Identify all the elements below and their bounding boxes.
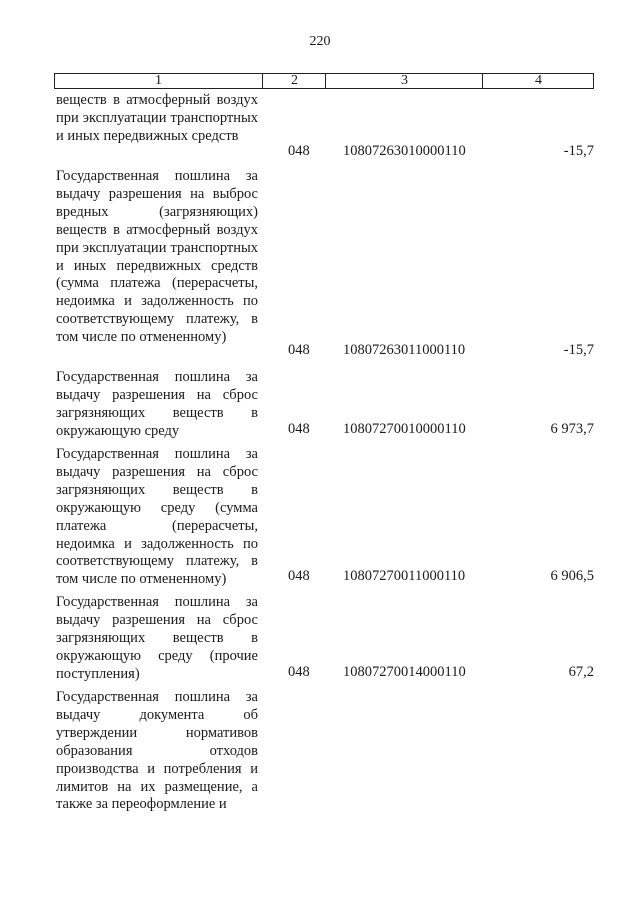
page-number: 220 (309, 34, 331, 49)
row-code: 048 (288, 143, 310, 159)
row-description: Государственная пошлина за выдачу разрешения на выброс вредных (загрязняющих) веществ в атмосферный воздух при эксплуатации транспортных и иных передвижных средств (сумма платежа (перерасчеты, недоимка и задолженность по соответствующему платежу, в том числе по отмененному) (56, 168, 258, 346)
row-amount: 6 973,7 (550, 421, 594, 437)
row-code: 048 (288, 568, 310, 584)
row-kbk: 10807263010000110 (343, 143, 466, 159)
row-kbk: 10807263011000110 (343, 342, 466, 358)
row-code: 048 (288, 421, 310, 437)
table-header (54, 73, 594, 89)
row-code: 048 (288, 342, 310, 358)
row-description: Государственная пошлина за выдачу разрешения на сброс загрязняющих веществ в окружающую среду (56, 369, 258, 439)
row-code: 048 (288, 664, 310, 680)
row-description: Государственная пошлина за выдачу разрешения на сброс загрязняющих веществ в окружающую среду (прочие поступления) (56, 594, 258, 682)
row-kbk: 10807270014000110 (343, 664, 466, 680)
header-col-2: 2 (262, 74, 326, 88)
row-amount: 67,2 (568, 664, 594, 680)
header-col-4: 4 (482, 74, 594, 88)
row-amount: 6 906,5 (550, 568, 594, 584)
row-description: Государственная пошлина за выдачу документа об утверждении нормативов образования отходов производства и потребления и лимитов на их размещение, а также за переоформление и (56, 689, 258, 813)
row-kbk: 10807270010000110 (343, 421, 466, 437)
row-description: Государственная пошлина за выдачу разрешения на сброс загрязняющих веществ в окружающую среду (сумма платежа (перерасчеты, недоимка и задолженность по соответствующему платежу, в том числе по отмененному) (56, 446, 258, 588)
row-amount: -15,7 (563, 342, 594, 358)
header-col-3: 3 (325, 74, 483, 88)
row-amount: -15,7 (563, 143, 594, 159)
row-description: веществ в атмосферный воздух при эксплуатации транспортных и иных передвижных средств (56, 92, 258, 144)
header-col-1: 1 (155, 73, 162, 88)
row-kbk: 10807270011000110 (343, 568, 466, 584)
